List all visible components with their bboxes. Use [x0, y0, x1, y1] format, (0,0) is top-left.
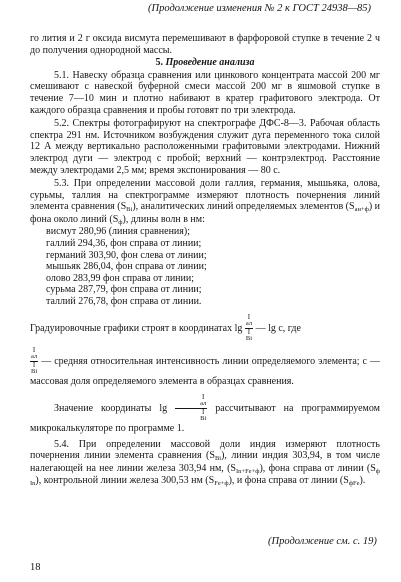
p54-text-e: ), и фона справа от линии (S [228, 475, 349, 487]
p54-text-f: ). [359, 475, 366, 487]
ratio-num: I [32, 345, 36, 354]
ratio-text: — средняя относительная интенсивность линии определяемого элемента; c — массовая доля определяемого элемента в образцах сравнения. [30, 355, 380, 388]
p54-sub-e: фFe [348, 480, 360, 488]
p54-text-b: ), линии индия 303,94, в том числе налегающей на нее линии железа 303,94 нм, (S [30, 450, 380, 474]
ratio-den: I [32, 361, 36, 369]
document-body [30, 33, 380, 488]
grad-den-sub: Bi [245, 335, 253, 343]
coord-text: Значение координаты lg [54, 402, 168, 414]
page-number: 18 [30, 562, 41, 573]
grad-num: I [247, 312, 251, 321]
p54-sub-d: Fe+ф [214, 480, 229, 488]
coord-num-sub: ал [200, 400, 207, 408]
paragraph-5-4 [30, 439, 380, 488]
list-item: мышьяк 286,04, фон справа от линии; [46, 261, 207, 273]
coord-fraction [175, 394, 207, 423]
grad-den: I [247, 327, 251, 336]
ratio-den-sub: Bi [31, 368, 38, 376]
p54-sub-a: Bi [214, 455, 222, 463]
section-number: 5. [155, 57, 164, 69]
list-item: висмут 280,96 (линия сравнения); [46, 226, 190, 238]
grad-tail: — lg c, где [253, 322, 301, 334]
paragraph-5-1: 5.1. Навеску образца сравнения или цинкового концентрата массой 200 мг смешивают с навеской буферной смеси массой 200 мг в яшмовой ступке в течение 7—10 мин и плотно набивают в кратер графитового электрода. От каждого образца сравнения и пробы готовят по три электрода. [30, 69, 380, 116]
ratio-fraction [30, 347, 38, 376]
p53-sub-b: ан+ф [354, 206, 369, 214]
p53-sub-a: Bi [126, 206, 133, 214]
section-title: Проведение анализа [165, 57, 255, 69]
list-item: олово 283,99 фон справа от линии; [46, 272, 195, 284]
coordinate-paragraph [30, 394, 380, 435]
list-item: галлий 294,36, фон справа от линии; [46, 237, 202, 249]
list-item: таллий 276,78, фон справа от линии. [46, 295, 202, 307]
p53-text-a: 5.3. При определении массовой доли галлия, германия, мышьяка, олова, сурьмы, таллия на спектрограмме измеряют плотность почернения линий элемента сравнения (S [30, 178, 380, 213]
coord-den: I [202, 407, 205, 416]
p54-sub-b: In+Fe+ф [235, 467, 260, 475]
grad-fraction [245, 314, 253, 343]
paragraph-5-2: 5.2. Спектры фотографируют на спектрографе ДФС-8—3. Рабочая область спектра 291 нм. Источником возбуждения служит дуга переменного тока силой 12 А между вертикально расположенными графитовыми электродами. Нижний электрод дуги — электрод с пробой; верхний — контрэлектрод. Расстояние между электродами 2,5 мм; время экспонирования — 80 с. [30, 118, 380, 176]
section-heading [30, 57, 380, 69]
p53-sub-c: ф [118, 218, 123, 226]
p54-sub-c: ф In [30, 467, 380, 488]
list-item: германий 303,90, фон слева от линии; [46, 249, 207, 261]
coord-num: I [202, 392, 205, 401]
p53-text-b: ), аналитических линий определяемых элементов (S [132, 201, 355, 213]
ratio-num-sub: ал [31, 353, 38, 361]
page-header: (Продолжение изменения № 2 к ГОСТ 24938—85) [148, 3, 372, 14]
paragraph-5-3 [30, 178, 380, 226]
coord-tail: рассчитывают на программируемом микрокалькуляторе по программе 1. [30, 402, 380, 435]
p54-text-a: 5.4. При определении массовой доли индия измеряют плотность почернения линии элемента сравнения (S [30, 438, 380, 462]
grad-text: Градуировочные графики строят в координатах lg [30, 322, 243, 334]
p54-text-d: ), контрольной линии железа 300,53 нм (S [35, 475, 215, 487]
ratio-definition [30, 347, 380, 388]
grad-num-sub: ал [245, 319, 253, 327]
intro-paragraph: го лития и 2 г оксида висмута перемешивают в фарфоровой ступке в течение 2 ч до получения однородной массы. [30, 33, 380, 56]
p53-text-c: ) и фона около линий (S [30, 201, 381, 225]
p53-text-d: ), длины волн в нм: [122, 213, 205, 225]
coord-den-sub: Bi [200, 415, 207, 423]
list-item: сурьма 287,79, фон справа от линии; [46, 284, 202, 296]
wavelength-list [46, 226, 380, 307]
calibration-line [30, 314, 380, 343]
continuation-footer: (Продолжение см. с. 19) [268, 536, 377, 547]
p54-text-c: ), фона справа от линии (S [259, 462, 376, 474]
